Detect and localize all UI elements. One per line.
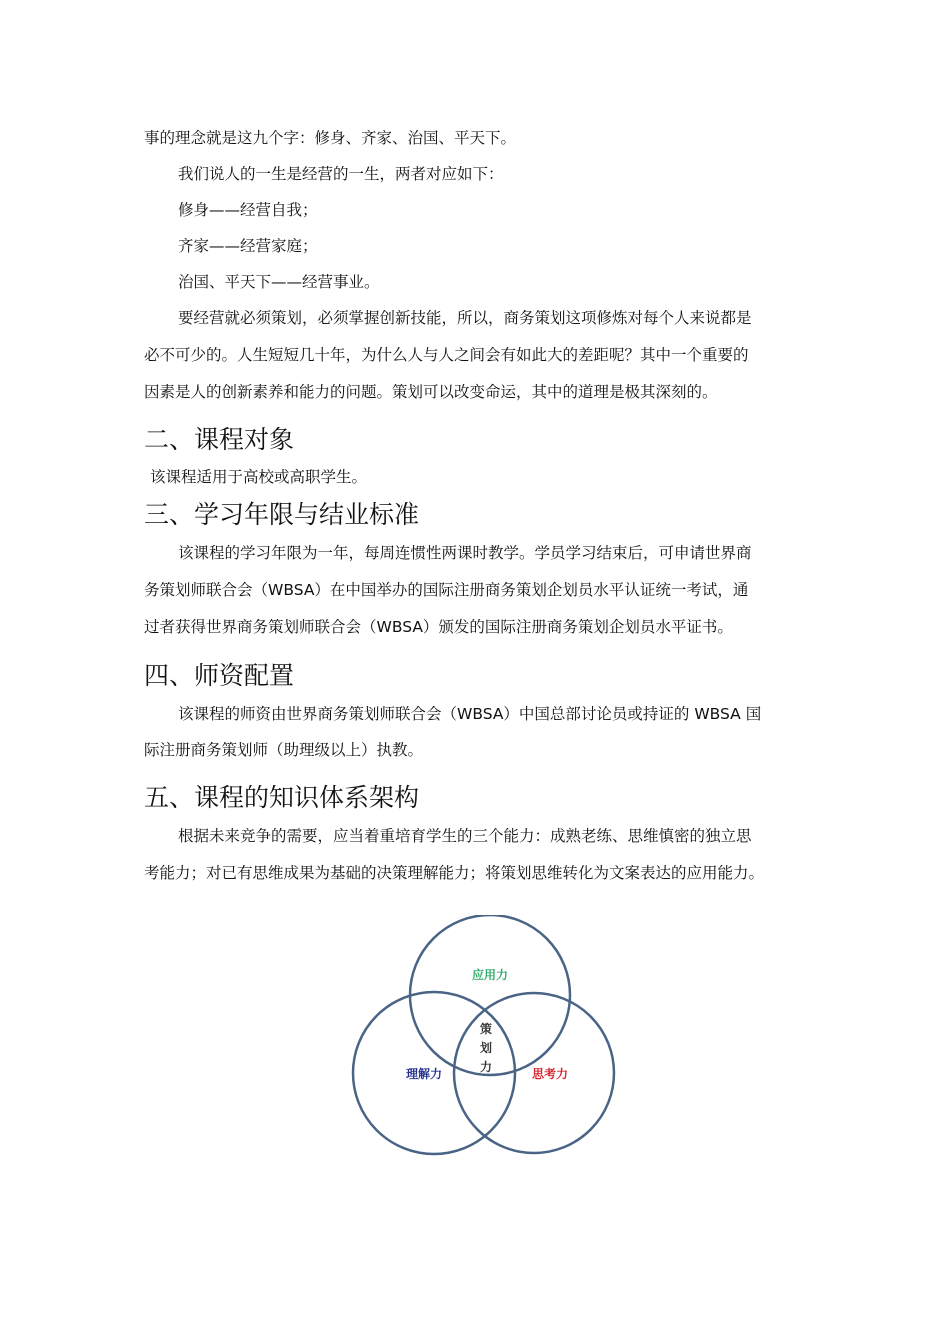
label-planning-3: 力	[479, 1060, 493, 1074]
section-heading: 二、课程对象	[144, 425, 295, 454]
paragraph-line: 事的理念就是这九个字：修身、齐家、治国、平天下。	[144, 129, 517, 147]
section-heading: 四、师资配置	[144, 661, 295, 690]
paragraph-line: 根据未来竞争的需要，应当着重培育学生的三个能力：成熟老练、思维慎密的独立思	[178, 827, 752, 845]
paragraph-line: 务策划师联合会（WBSA）在中国举办的国际注册商务策划企划员水平认证统一考试，通	[144, 581, 749, 599]
paragraph-line: 该课程的师资由世界商务策划师联合会（WBSA）中国总部讨论员或持证的 WBSA 国	[178, 705, 762, 723]
section-heading: 五、课程的知识体系架构	[144, 783, 420, 812]
paragraph-line: 因素是人的创新素养和能力的问题。策划可以改变命运，其中的道理是极其深刻的。	[144, 383, 718, 401]
label-planning-2: 划	[479, 1041, 493, 1055]
paragraph-line: 修身——经营自我；	[178, 201, 318, 219]
paragraph-line: 考能力；对已有思维成果为基础的决策理解能力；将策划思维转化为文案表达的应用能力。	[144, 864, 765, 882]
paragraph-line: 必不可少的。人生短短几十年，为什么人与人之间会有如此大的差距呢？其中一个重要的	[144, 346, 749, 364]
paragraph-line: 该课程适用于高校或高职学生。	[150, 468, 368, 486]
label-thinking: 思考力	[531, 1067, 569, 1081]
paragraph-line: 该课程的学习年限为一年，每周连惯性两课时教学。学员学习结束后，可申请世界商	[178, 544, 752, 562]
paragraph-line: 治国、平天下——经营事业。	[178, 273, 380, 291]
venn-diagram	[340, 915, 630, 1165]
section-heading: 三、学习年限与结业标准	[144, 500, 420, 529]
paragraph-line: 际注册商务策划师（助理级以上）执教。	[144, 741, 424, 759]
label-application: 应用力	[471, 968, 509, 982]
paragraph-line: 我们说人的一生是经营的一生，两者对应如下：	[178, 165, 504, 183]
paragraph-line: 过者获得世界商务策划师联合会（WBSA）颁发的国际注册商务策划企划员水平证书。	[144, 618, 733, 636]
label-planning-1: 策	[479, 1022, 493, 1036]
paragraph-line: 齐家——经营家庭；	[178, 237, 318, 255]
label-understanding: 理解力	[405, 1067, 443, 1081]
paragraph-line: 要经营就必须策划，必须掌握创新技能，所以，商务策划这项修炼对每个人来说都是	[178, 309, 752, 327]
